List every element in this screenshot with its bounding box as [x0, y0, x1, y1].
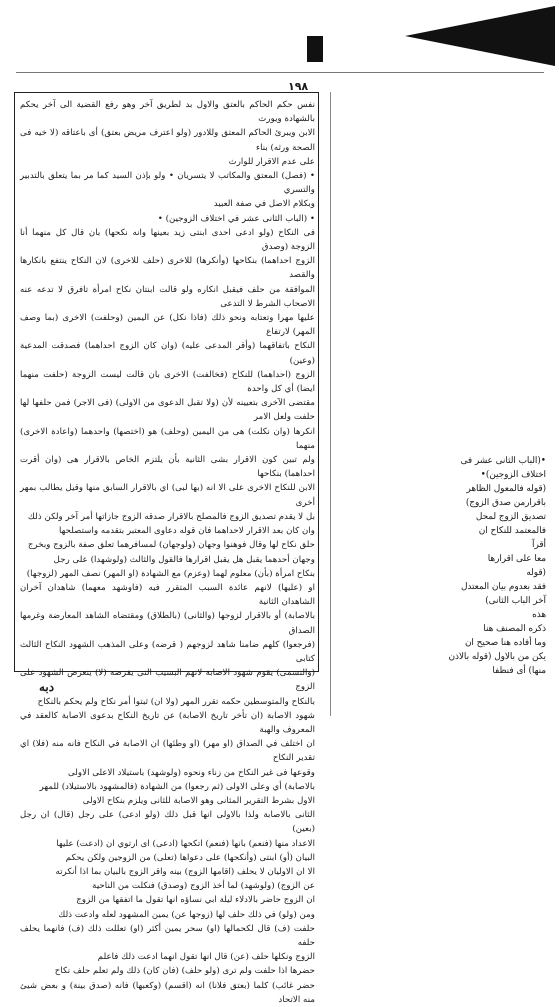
text-line: عن الزوج) (ولوشهد) لما أخذ الزوج (وصدق) فنكلت من الناحية	[92, 881, 315, 892]
text-line: ان اختلف في الصداق (او مهر) (او وطئها) ان الاصابة في النكاح فانه منه (فلا) اي تقدير النكاح	[20, 739, 315, 764]
text-line: • (الباب الثانى عشر في اختلاف الزوجين) •	[157, 213, 315, 224]
text-line: • (فصل) المعتق والمكاتب لا يتسريان • ولو بإذن السيد كما مر بما يتعلق بالتدبير والتسري	[20, 171, 315, 196]
text-line: ان الزوج حاضر بالادلاء ليلة ابي نساؤه انها تقول ما اتفقها من الزوج	[76, 895, 315, 906]
text-line: بالاصابة) أي وعلى الاولى (ثم رجعوا) من الشهادة (فالمشهود بالاستيلاد) للمهر	[39, 781, 315, 792]
text-line: او (عليها) لانهم عائدة السبب المتقرر فيه (فاوشهد معهما) شاهدان آخران الشاهدان الثانية	[20, 582, 315, 608]
catchword: دبه	[39, 680, 55, 694]
margin-note-line: آخر الباب الثانى)	[485, 596, 546, 606]
text-line: (فرجعوا) كلهم ضامنا شاهد لزوجهم ( قرضه) وعلى المذهب الشهود النكاح الثالث كتابى	[20, 639, 315, 664]
margin-note-line: هذه	[532, 610, 546, 620]
text-line: بل لا يقدم تصديق الزوج فالمصلح بالاقرار صدقه الزوج جازاتها أمر آخر ولكن ذلك	[27, 511, 315, 522]
text-line: شهود الاصابة (ان تأخر تاريخ الاصابة) عن تاريخ النكاح بدعوى الاصابة كالعقد في المعروف والهبة	[20, 710, 315, 735]
text-line: وبكلام الاصل في صفة العبيد	[213, 199, 315, 210]
margin-note-line: تصديق الزوج لمحل	[475, 512, 546, 522]
text-line: بنكاح امرأة (بأن) معلوم لهما (وعزم) مع الشهادة (او المهر) نصف المهر (لزوجها)	[26, 568, 315, 579]
corner-ink-wedge	[405, 6, 555, 66]
page-number: ١٩٨	[288, 80, 309, 93]
text-line: الاول بشرط التقرير المثانى وهو الاصابة للثانى ويلزم بنكاح الاولى	[82, 795, 315, 806]
margin-note-line: اختلاف الزوجين)•	[480, 470, 546, 480]
top-ink-mark	[307, 36, 323, 62]
text-line: (والتسمى) يقوم شهود الاصابة لانهم البسيب التى يفرضه (لا) يتعرض الشهود على الزوج	[20, 668, 315, 693]
margin-note-line: باقرارمن صدق الزوج)	[465, 498, 546, 508]
text-line: الاعداد منها (فنعم) بانها (فنعم) اتكحها (ادعى) اى ارتوي ان (ادعت) عليها	[56, 838, 315, 849]
text-line: الزوج ونكلها حلف (عن) قال انها تقول انهما ادعت ذلك فاعلم	[97, 952, 315, 963]
margin-note-line: معا على اقرارها	[487, 554, 546, 564]
text-line: فى النكاح (ولو ادعى احدى ابنتى زيد بعينها وانه نكحها) بان قال كل منهما أنا الزوجة (وصدق	[20, 227, 315, 253]
margin-note-line: منها) أى فنظفا	[492, 666, 546, 676]
margin-note-line: أقرآ	[532, 540, 546, 550]
text-line: انكرها (وان نكلت) هى من اليمين (وحلف) هو (اختصها) واحدهما (واعادة الاخرى) منهما	[20, 426, 315, 451]
text-line: حضرها اذا حلفت ولم ترى (ولو حلف) (فان كان) ذلك ولم تعلم حلف نكاح	[54, 966, 315, 977]
text-line: الموافقة من حلف فيقبل انكاره ولو قالت ابنتان نكاح امرأة تافرق لا تدعه عنه الاصحاب الشرط لا التدعى	[20, 284, 315, 309]
text-line: النكاح باتفاقهما (وأقر المدعى عليه) (وان كان الزوج احداهما) فصدقت المدعية (وعين)	[20, 341, 315, 366]
text-line: الزوج احداهما) بنكاحها (وأنكرها) للاخرى (حلف للاخرى) لان النكاح ينتفع بانكارها والقصد	[20, 256, 315, 281]
text-line: الا ان الاوليان لا يحلف (اقامها الزوج) بينه واقر الزوج بالبيان بما اذا أنكرته	[55, 866, 315, 877]
margin-note-line: يكن من بالاول (قوله بالاذن	[448, 652, 546, 662]
margin-note-line: فقد بعدوم بيان المعتدل	[460, 582, 546, 592]
text-line: عليها مهرا وتعتابه ونحو ذلك (فاذا نكل) عن اليمين (وحلفت) الاخرى (بما وصف المهر) لارتفاع	[20, 313, 315, 338]
margin-note-line: وما أفاده هنا صحيح ان	[464, 638, 546, 648]
margin-note-line: (قوله	[526, 568, 546, 578]
text-line: حلق نكاح لها وقال فوهنوا وجهان (ولوجهان) لمسافرهما تعلق صفة بالزوج وبخرج	[27, 540, 315, 551]
text-line: بالنكاح والمتوسطين حكمه تقرر المهر (ولا ان) ثبتوا أمر نكاح ولم يحكم بالنكاح	[37, 696, 315, 707]
text-line: مقتضى الآخرى بتعيينه لأن (ولا تقبل الدعوى من الاولى) (فى الاجر) فمن حلفها لها حلفت ولعل الامر	[20, 398, 315, 423]
margin-note-line: ذكره المصنف هنا	[483, 624, 546, 634]
text-line: بالاصابة) أو بالاقرار لزوجها (والثانى) (بالطلاق) ومقتضاه الشاهد المعارضة وغرمها الصداق	[20, 611, 315, 636]
margin-commentary	[408, 454, 546, 678]
text-line: الابن ويبرئ الحاكم المعتق وللادور (ولو اعترف مريض بعتق) أى باعتاقه (لا خيه فى الصحة ورثه) بناء	[20, 128, 315, 153]
text-line: الابن للنكاح الاخرى على الا انه (بها لبى) اي بالاقرار السابق منها وقيل يطالب بمهر أخرى	[20, 483, 315, 508]
text-line: نفس حكم الحاكم بالعتق والاول بد لطريق آخر وهو رفع القضية الى آخر يحكم بالشهادة ويورث	[20, 100, 315, 125]
text-line: ومن (ولو) في ذلك حلف لها (زوجها عن) يمين المشهود لعله وادعت ذلك	[58, 909, 315, 920]
header-rule	[16, 72, 544, 73]
text-line: الزوج (احداهما) للنكاح (فخالفت) الاخرى بان قالت ليست الزوجة (حلفت منهما ايضا) أي كل واحدة	[20, 369, 315, 395]
text-line: وقوعها فى غير النكاح من زناء ونحوه (ولوشهد) باستيلاد الاعلى الاولى	[68, 767, 315, 778]
text-line: حضر غائب) كلما (بعتق فلانا) انه (اقسم) (وكعبها) فانه (صدق بينة) و بعض شيئ منه الاتحاد	[20, 980, 315, 1005]
main-text-block	[20, 98, 315, 1007]
margin-divider	[330, 92, 331, 716]
margin-note-line: •(الباب الثانى عشر فى	[460, 456, 546, 466]
text-line: على عدم الاقرار للوارث	[228, 156, 315, 167]
text-line: حلفت (ف) قال لكحمالها (او) سحر يمين أكثر (او) تعللت ذلك (ف) فانهما يحلف حلفه	[20, 923, 315, 948]
text-line: البيان (أو) ابنتى (وأنكحها) على دعواها (تعلى) من الزوجين ولكن يحكم	[65, 852, 315, 863]
text-line: وان كان بعد الاقرار لاحداهما فان قوله دعاوى المعتبر بتقدمه واستصلحها	[58, 526, 315, 537]
margin-note-line: فالمعتمد للنكاح ان	[478, 526, 546, 536]
text-line: وجهان أحدهما يقبل هل يقبل اقرارها فالقول والثالث (ولوشهدا) على رجل	[53, 554, 315, 565]
text-line: ولم تبين كون الاقرار بشى الثانية بأن يلتزم الخاص بالاقرار هى (وان أقرت احداهما) بنكاحها	[20, 455, 315, 480]
margin-note-line: (قوله فالمعول الظاهر	[466, 484, 546, 494]
text-line: الثانى بالاصابة ولذا بالاولى انها قبل ذلك (ولو ادعى) على رجل (قال) ان رجل (بعين)	[20, 810, 315, 835]
